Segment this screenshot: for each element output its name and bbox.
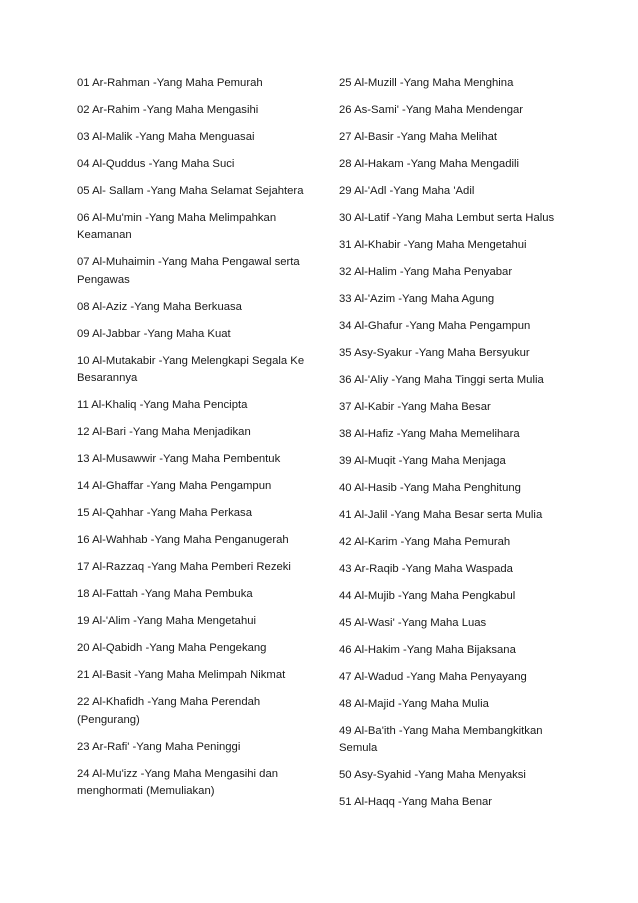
list-item: 12 Al-Bari -Yang Maha Menjadikan [77, 426, 251, 439]
list-item: 46 Al-Hakim -Yang Maha Bijaksana [339, 644, 516, 656]
list-item: 20 Al-Qabidh -Yang Maha Pengekang [77, 642, 267, 655]
list-item: 05 Al- Sallam -Yang Maha Selamat Sejahtera [77, 185, 304, 197]
list-item: 35 Asy-Syakur -Yang Maha Bersyukur [339, 347, 530, 359]
list-item: 31 Al-Khabir -Yang Maha Mengetahui [339, 239, 527, 251]
list-item: 13 Al-Musawwir -Yang Maha Pembentuk [77, 453, 281, 466]
list-item: 10 Al-Mutakabir -Yang Melengkapi Segala Ke Besarannya [77, 354, 305, 385]
list-item: 47 Al-Wadud -Yang Maha Penyayang [339, 671, 527, 683]
list-item: 32 Al-Halim -Yang Maha Penyabar [339, 266, 513, 278]
list-item: 24 Al-Mu'izz -Yang Maha Mengasihi dan menghormati (Memuliakan) [77, 767, 279, 798]
list-item: 15 Al-Qahhar -Yang Maha Perkasa [77, 507, 252, 520]
list-item: 50 Asy-Syahid -Yang Maha Menyaksi [339, 769, 526, 782]
list-item: 22 Al-Khafidh -Yang Maha Perendah (Pengurang) [77, 696, 261, 726]
list-item: 38 Al-Hafiz -Yang Maha Memelihara [339, 428, 520, 440]
list-item: 44 Al-Mujib -Yang Maha Pengkabul [339, 590, 516, 602]
list-item: 51 Al-Haqq -Yang Maha Benar [339, 796, 493, 809]
list-item: 03 Al-Malik -Yang Maha Menguasai [77, 131, 255, 143]
list-item: 30 Al-Latif -Yang Maha Lembut serta Halus [339, 212, 555, 224]
list-item: 11 Al-Khaliq -Yang Maha Pencipta [77, 399, 248, 412]
list-item: 28 Al-Hakam -Yang Maha Mengadili [339, 158, 520, 170]
list-item: 27 Al-Basir -Yang Maha Melihat [339, 131, 498, 143]
list-item: 39 Al-Muqit -Yang Maha Menjaga [339, 455, 506, 467]
list-item: 37 Al-Kabir -Yang Maha Besar [339, 401, 491, 413]
list-item: 06 Al-Mu'min -Yang Maha Melimpahkan Keamanan [77, 212, 277, 242]
list-item: 45 Al-Wasi' -Yang Maha Luas [339, 617, 487, 629]
list-item: 43 Ar-Raqib -Yang Maha Waspada [339, 563, 513, 575]
list-item: 21 Al-Basit -Yang Maha Melimpah Nikmat [77, 669, 286, 682]
list-item: 36 Al-'Aliy -Yang Maha Tinggi serta Mulia [339, 374, 544, 386]
list-item: 41 Al-Jalil -Yang Maha Besar serta Mulia [339, 509, 543, 521]
list-item: 26 As-Sami' -Yang Maha Mendengar [339, 104, 524, 116]
list-item: 48 Al-Majid -Yang Maha Mulia [339, 698, 489, 710]
list-item: 34 Al-Ghafur -Yang Maha Pengampun [339, 320, 531, 332]
names-list-left [77, 75, 309, 810]
list-item: 08 Al-Aziz -Yang Maha Berkuasa [77, 300, 242, 313]
list-item: 33 Al-'Azim -Yang Maha Agung [339, 293, 495, 305]
list-item: 04 Al-Quddus -Yang Maha Suci [77, 158, 235, 170]
list-item: 42 Al-Karim -Yang Maha Pemurah [339, 536, 511, 548]
list-item: 14 Al-Ghaffar -Yang Maha Pengampun [77, 480, 272, 493]
list-item: 07 Al-Muhaimin -Yang Maha Pengawal serta Pengawas [77, 256, 300, 286]
list-item: 40 Al-Hasib -Yang Maha Penghitung [339, 482, 521, 494]
list-item: 49 Al-Ba'ith -Yang Maha Membangkitkan Semula [339, 725, 543, 755]
list-item: 02 Ar-Rahim -Yang Maha Mengasihi [77, 104, 259, 116]
list-item: 29 Al-'Adl -Yang Maha 'Adil [339, 185, 475, 197]
list-item: 19 Al-'Alim -Yang Maha Mengetahui [77, 615, 257, 628]
list-item: 01 Ar-Rahman -Yang Maha Pemurah [77, 77, 263, 89]
names-list-right [339, 75, 571, 821]
list-item: 18 Al-Fattah -Yang Maha Pembuka [77, 588, 253, 601]
list-item: 09 Al-Jabbar -Yang Maha Kuat [77, 327, 231, 340]
list-item: 17 Al-Razzaq -Yang Maha Pemberi Rezeki [77, 561, 291, 574]
list-item: 25 Al-Muzill -Yang Maha Menghina [339, 77, 514, 89]
list-item: 16 Al-Wahhab -Yang Maha Penganugerah [77, 534, 289, 547]
list-item: 23 Ar-Rafi' -Yang Maha Peninggi [77, 740, 241, 753]
